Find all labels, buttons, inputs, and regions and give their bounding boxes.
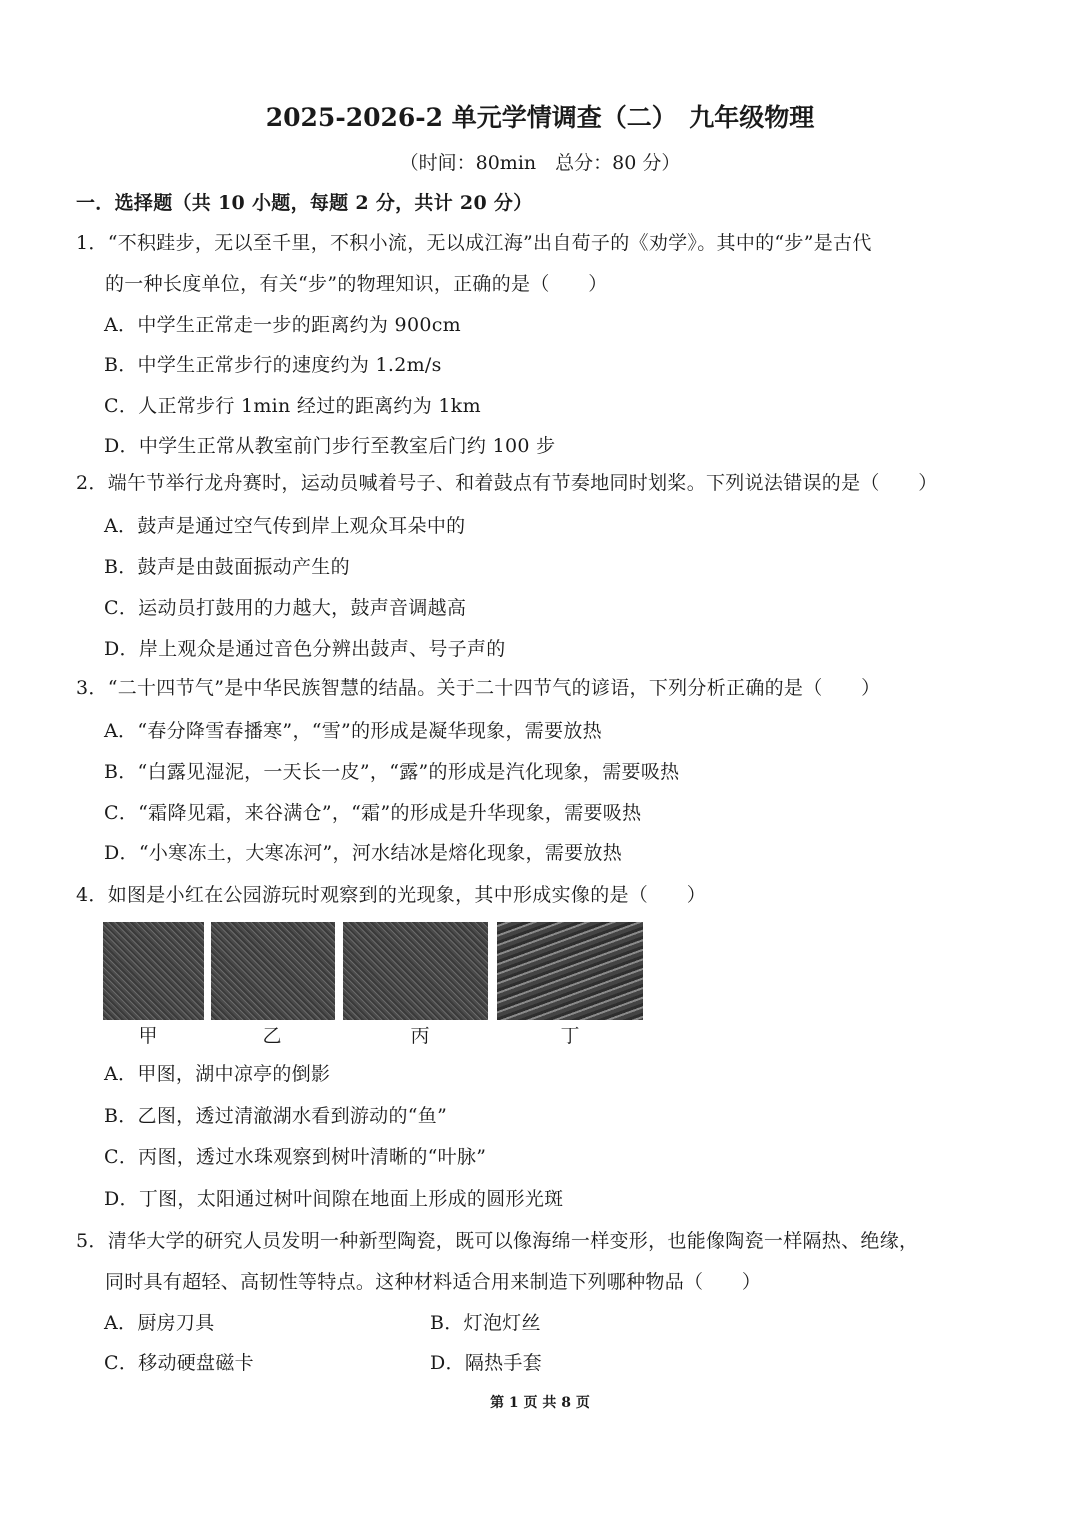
question-4-stem: 4．如图是小红在公园游玩时观察到的光现象，其中形成实像的是（ ） xyxy=(76,884,706,906)
question-4-option-a: A．甲图，湖中凉亭的倒影 xyxy=(104,1063,331,1085)
question-1-option-b: B．中学生正常步行的速度约为 1.2m/s xyxy=(104,354,442,376)
question-2-stem: 2．端午节举行龙舟赛时，运动员喊着号子、和着鼓点有节奏地同时划桨。下列说法错误的是（ ） xyxy=(76,472,938,494)
question-1-stem: 1．“不积跬步，无以至千里，不积小流，无以成江海”出自荀子的《劝学》。其中的“步”是古代 xyxy=(76,232,872,254)
question-4-option-c: C．丙图，透过水珠观察到树叶清晰的“叶脉” xyxy=(104,1146,487,1168)
figure-ding-light-spots xyxy=(497,922,643,1020)
figure-jia-pavilion-reflection xyxy=(103,922,204,1020)
section-heading: 一．选择题（共 10 小题，每题 2 分，共计 20 分） xyxy=(76,192,533,214)
question-5-option-c: C．移动硬盘磁卡 xyxy=(104,1352,254,1374)
question-1-option-d: D．中学生正常从教室前门步行至教室后门约 100 步 xyxy=(104,435,556,457)
figure-label-ding: 丁 xyxy=(560,1025,580,1047)
question-4-option-b: B．乙图，透过清澈湖水看到游动的“鱼” xyxy=(104,1105,448,1127)
question-2-option-b: B．鼓声是由鼓面振动产生的 xyxy=(104,556,350,578)
question-3-option-c: C．“霜降见霜，来谷满仓”，“霜”的形成是升华现象，需要吸热 xyxy=(104,802,642,824)
question-3-option-b: B．“白露见湿泥，一天长一皮”，“露”的形成是汽化现象，需要吸热 xyxy=(104,761,680,783)
question-5-stem: 5．清华大学的研究人员发明一种新型陶瓷，既可以像海绵一样变形，也能像陶瓷一样隔热、绝缘， xyxy=(76,1230,919,1252)
question-2-option-a: A．鼓声是通过空气传到岸上观众耳朵中的 xyxy=(104,515,466,537)
question-5-option-a: A．厨房刀具 xyxy=(104,1312,215,1334)
exam-title: 2025-2026-2 单元学情调查（二） 九年级物理 xyxy=(265,103,815,132)
question-1-option-c: C．人正常步行 1min 经过的距离约为 1km xyxy=(104,395,481,417)
question-5-stem-cont: 同时具有超轻、高韧性等特点。这种材料适合用来制造下列哪种物品（ ） xyxy=(105,1271,762,1293)
question-2-option-c: C．运动员打鼓用的力越大，鼓声音调越高 xyxy=(104,597,467,619)
figure-yi-fish-in-water xyxy=(211,922,335,1020)
figure-label-yi: 乙 xyxy=(262,1025,282,1047)
question-3-option-d: D．“小寒冻土，大寒冻河”，河水结冰是熔化现象，需要放热 xyxy=(104,842,623,864)
question-2-option-d: D．岸上观众是通过音色分辨出鼓声、号子声的 xyxy=(104,638,506,660)
question-4-option-d: D．丁图，太阳通过树叶间隙在地面上形成的圆形光斑 xyxy=(104,1188,564,1210)
figure-bing-water-droplet xyxy=(343,922,488,1020)
question-1-stem-cont: 的一种长度单位，有关“步”的物理知识，正确的是（ ） xyxy=(105,273,608,295)
question-5-option-b: B．灯泡灯丝 xyxy=(430,1312,541,1334)
figure-label-jia: 甲 xyxy=(138,1025,158,1047)
question-1-option-a: A．中学生正常走一步的距离约为 900cm xyxy=(104,314,461,336)
question-5-option-d: D．隔热手套 xyxy=(430,1352,543,1374)
question-3-stem: 3．“二十四节气”是中华民族智慧的结晶。关于二十四节气的谚语，下列分析正确的是（ ） xyxy=(76,677,881,699)
question-3-option-a: A．“春分降雪春播寒”，“雪”的形成是凝华现象，需要放热 xyxy=(104,720,602,742)
figure-label-bing: 丙 xyxy=(410,1025,430,1047)
exam-subtitle: （时间：80min 总分：80 分） xyxy=(399,152,681,174)
page-number: 第 1 页 共 8 页 xyxy=(490,1395,590,1411)
